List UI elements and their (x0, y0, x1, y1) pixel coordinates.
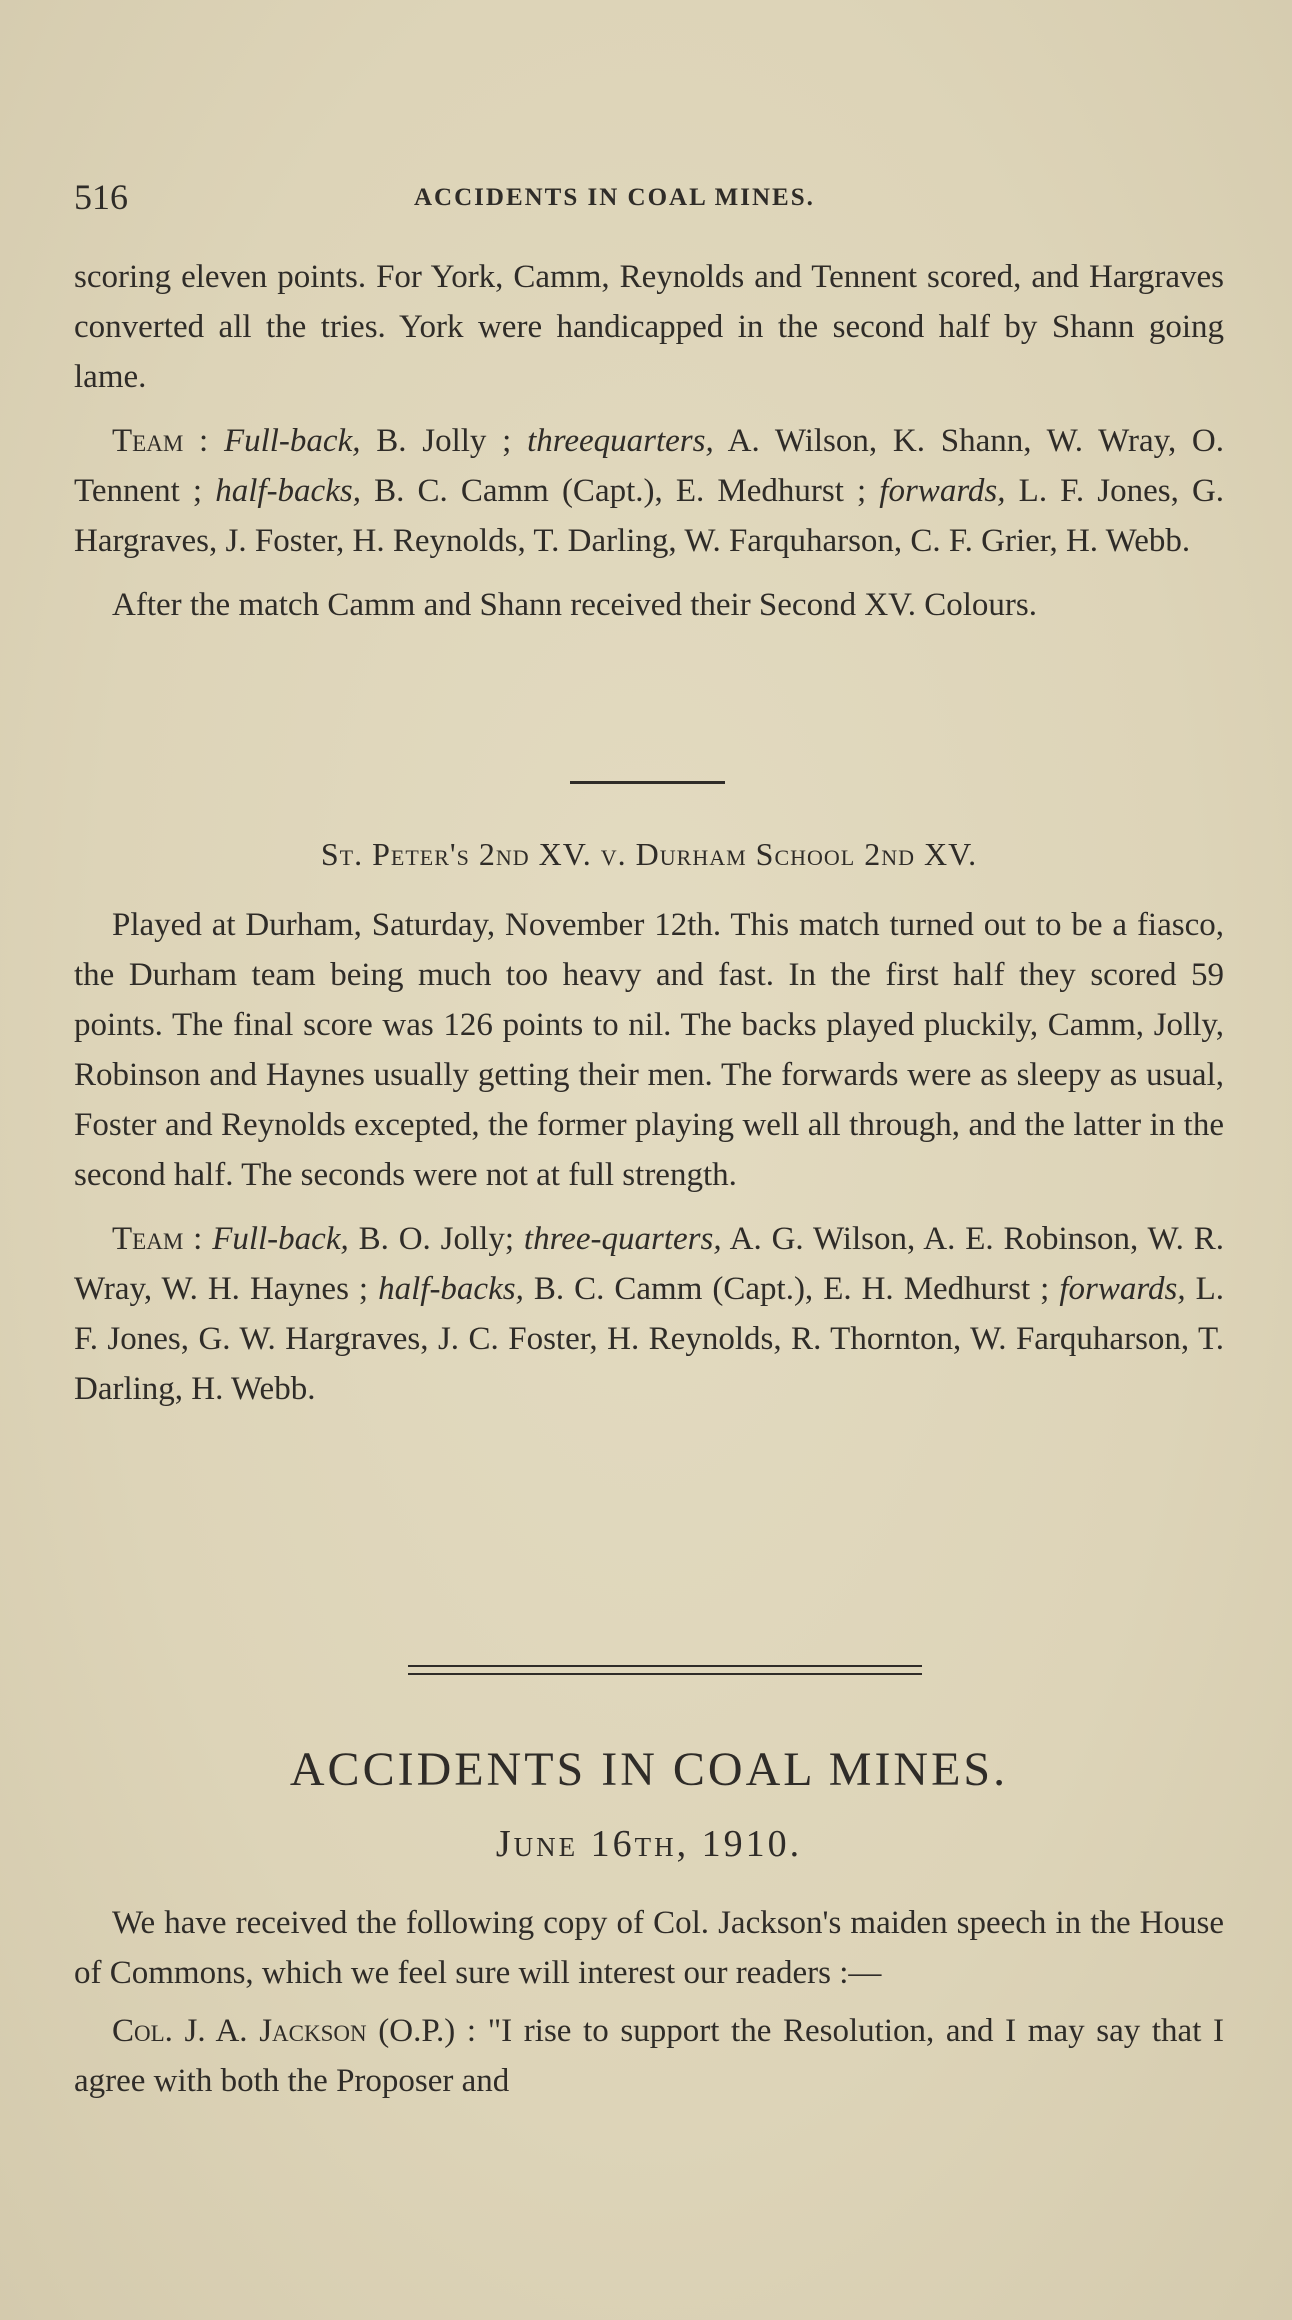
halfbacks-names: B. C. Camm (Capt.), E. Medhurst ; (374, 473, 867, 509)
fullback-names: B. O. Jolly; (358, 1221, 515, 1257)
team-label: Team : (112, 1221, 203, 1257)
article-date: June 16th, 1910. (495, 1823, 803, 1865)
threequarters-names: A. Wilson, K. Shann, W. Wray, O. Tennent ; (74, 423, 1225, 509)
speaker-name: Col. J. A. Jackson (112, 2013, 367, 2049)
halfbacks-label: half-backs, (215, 473, 361, 509)
durham-team-paragraph (74, 1214, 1224, 1414)
section-divider (570, 781, 725, 784)
team-label: Team : (112, 423, 209, 459)
article-intro: We have received the following copy of Col. Jackson's maiden speech in the House of Commons, which we feel sure will interest our readers :— (74, 1905, 1224, 1991)
forwards-names: L. F. Jones, G. Hargraves, J. Foster, H. Reynolds, T. Darling, W. Farquharson, C. F. Grier, H. Webb. (74, 473, 1225, 559)
page-header (74, 176, 1224, 216)
article-title: ACCIDENTS IN COAL MINES. (289, 1743, 1009, 1796)
fullback-label: Full-back, (223, 423, 361, 459)
durham-match-report (74, 900, 1224, 1414)
york-team-paragraph (74, 416, 1224, 566)
york-paragraph: scoring eleven points. For York, Camm, Reynolds and Tennent scored, and Hargraves converted all the tries. York were handicapped in the second half by Shann going lame. (74, 259, 1224, 395)
speech-text: (O.P.) : "I rise to support the Resolution, and I may say that I agree with both the Proposer and (74, 2013, 1225, 2099)
speech-paragraph (74, 2006, 1224, 2106)
running-title: ACCIDENTS IN COAL MINES. (414, 184, 815, 211)
threequarters-names: A. G. Wilson, A. E. Robinson, W. R. Wray, W. H. Haynes ; (74, 1221, 1225, 1307)
york-match-report (74, 252, 1224, 630)
forwards-names: L. F. Jones, G. W. Hargraves, J. C. Foster, H. Reynolds, R. Thornton, W. Farquharson, T. Darling, H. Webb. (74, 1271, 1225, 1407)
forwards-label: forwards, (879, 473, 1006, 509)
threequarters-label: threequarters, (527, 423, 714, 459)
page-number: 516 (74, 177, 128, 217)
threequarters-label: three-quarters, (523, 1221, 722, 1257)
halfbacks-names: B. C. Camm (Capt.), E. H. Medhurst ; (533, 1271, 1050, 1307)
fullback-label: Full-back, (212, 1221, 349, 1257)
article-body (74, 1898, 1224, 2106)
durham-paragraph: Played at Durham, Saturday, November 12th. This match turned out to be a fiasco, the Durham team being much too heavy and fast. In the first half they scored 59 points. The final score was 126 points to nil. The backs played pluckily, Camm, Jolly, Robinson and Haynes usually getting their men. The forwards were as sleepy as usual, Foster and Reynolds excepted, the former playing well all through, and the latter in the second half. The seconds were not at full strength. (74, 907, 1224, 1193)
durham-match-title: St. Peter's 2nd XV. v. Durham School 2nd XV. (320, 836, 978, 872)
colours-paragraph: After the match Camm and Shann received their Second XV. Colours. (112, 587, 1037, 623)
forwards-label: forwards, (1059, 1271, 1186, 1307)
fullback-names: B. Jolly ; (376, 423, 512, 459)
halfbacks-label: half-backs, (378, 1271, 524, 1307)
